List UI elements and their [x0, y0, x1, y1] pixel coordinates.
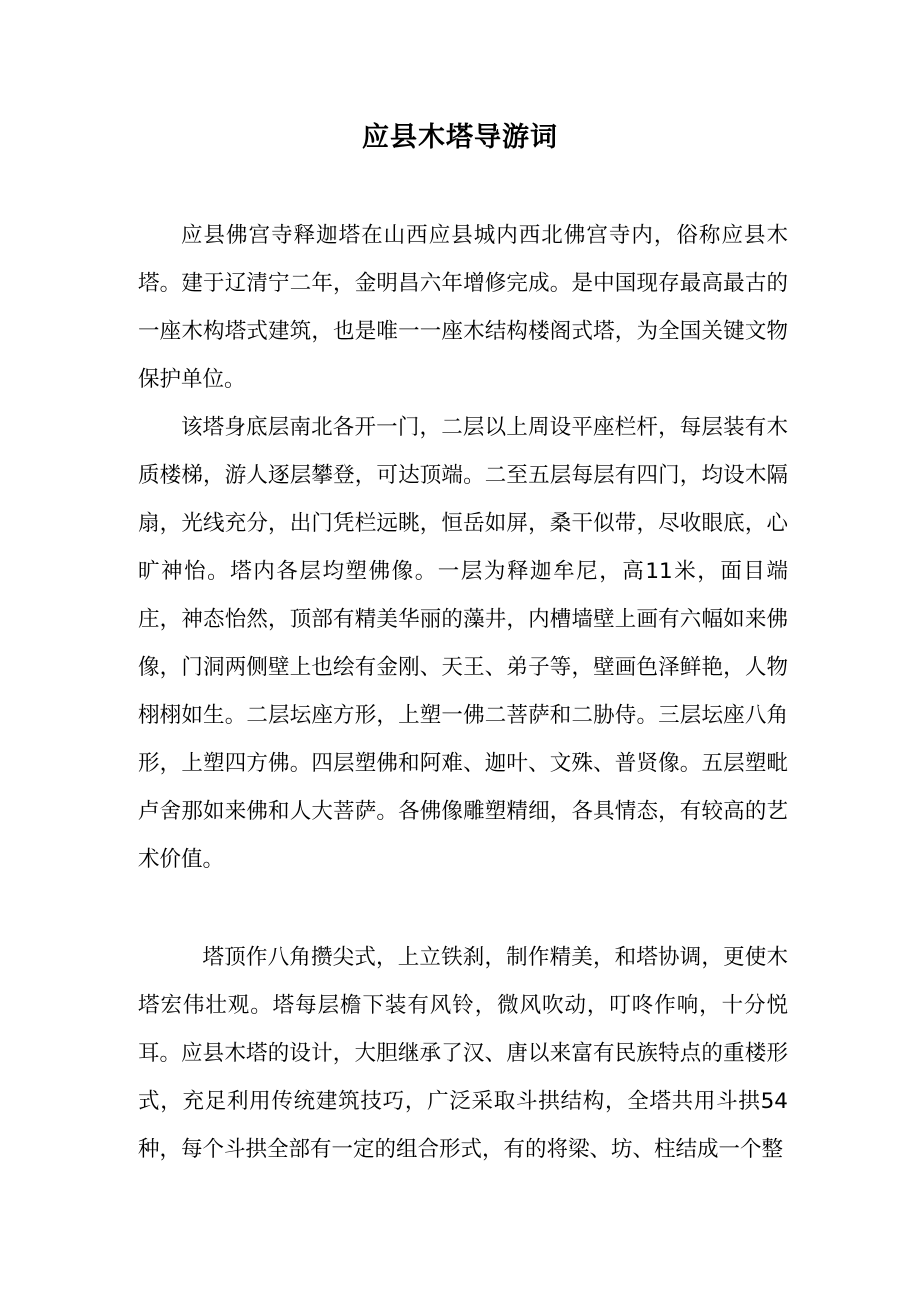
- paragraph-interior: 该塔身底层南北各开一门，二层以上周设平座栏杆，每层装有木质楼梯，游人逐层攀登，可达顶端。二至五层每层有四门，均设木隔扇，光线充分，出门凭栏远眺，恒岳如屏，桑干似带，尽收眼底，心旷神怡。塔内各层均塑佛像。一层为释迦牟尼，高11米，面目端庄，神态怡然，顶部有精美华丽的藻井，内槽墙壁上画有六幅如来佛像，门洞两侧壁上也绘有金刚、天王、弟子等，壁画色泽鲜艳，人物栩栩如生。二层坛座方形，上塑一佛二菩萨和二胁侍。三层坛座八角形，上塑四方佛。四层塑佛和阿难、迦叶、文殊、普贤像。五层塑毗卢舍那如来佛和人大菩萨。各佛像雕塑精细，各具情态，有较高的艺术价值。: [138, 415, 788, 872]
- paragraph-design: 应县木塔的设计，大胆继承了汉、唐以来富有民族特点的重楼形式，充足利用传统建筑技巧，广泛采取斗拱结构，全塔共用斗拱54种，每个斗拱全部有一定的组合形式，有的将梁、坊、柱结成一个整: [138, 1041, 788, 1162]
- paragraph-intro: 应县佛宫寺释迦塔在山西应县城内西北佛宫寺内，俗称应县木塔。建于辽清宁二年，金明昌六年增修完成。是中国现存最高最古的一座木构塔式建筑，也是唯一一座木结构楼阁式塔，为全国关键文物保护单位。: [138, 223, 788, 392]
- document-title: 应县木塔导游词: [362, 122, 558, 153]
- paragraph-top: 塔顶作八角攒尖式，上立铁刹，制作精美，和塔协调，更使木塔宏伟壮观。塔每层檐下装有风铃，微风吹动，叮咚作响，十分悦耳。: [138, 945, 788, 1066]
